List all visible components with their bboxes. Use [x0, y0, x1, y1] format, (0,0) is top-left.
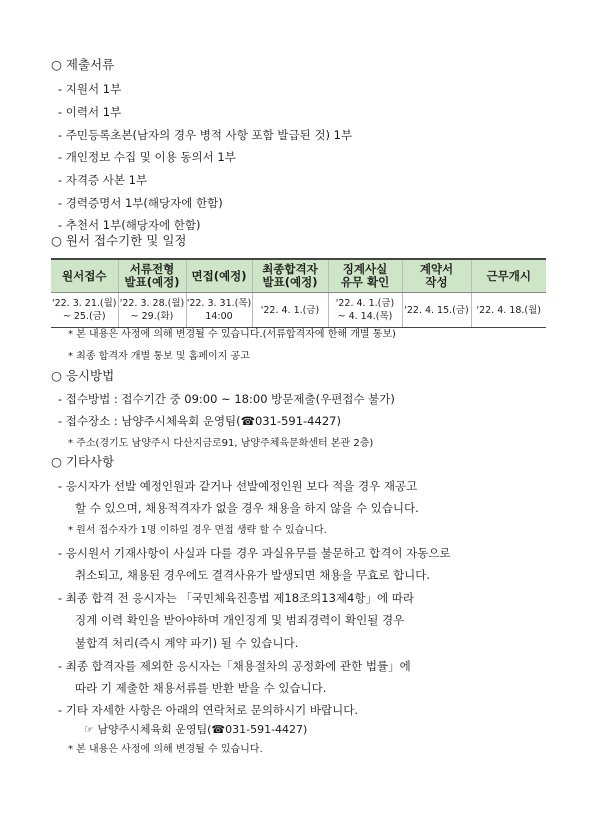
- paragraph-line: 취소되고, 채용된 경우에도 결격사유가 발생되면 채용을 무효로 합니다.: [75, 568, 431, 582]
- paragraph-line: - 최종 합격 전 응시자는 「국민체육진흥법 제18조의13제4항」에 따라: [58, 591, 414, 605]
- table-header-cell: 면접(예정): [186, 259, 252, 293]
- paragraph-line: - 응시자가 선발 예정인원과 같거나 선발예정인원 보다 적을 경우 재공고: [58, 479, 418, 493]
- table-header-cell: 최종합격자 발표(예정): [252, 259, 328, 293]
- table-header-row: [51, 259, 546, 293]
- schedule-note: * 본 내용은 사정에 의해 변경될 수 있습니다.(서류합격자에 한해 개별 통보): [68, 329, 396, 340]
- table-header-cell: 근무개시: [471, 259, 546, 293]
- paragraph-line: - 응시원서 기재사항이 사실과 다를 경우 과실유무를 불문하고 합격이 자동으로: [58, 546, 451, 560]
- paragraph-line: 따라 기 제출한 채용서류를 반환 받을 수 있습니다.: [75, 681, 327, 695]
- list-item: - 자격증 사본 1부: [58, 173, 148, 187]
- table-cell: '22. 4. 18.(월): [471, 293, 546, 328]
- table-header-cell: 징계사실 유무 확인: [328, 259, 402, 293]
- list-item: - 주민등록초본(남자의 경우 병적 사항 포함 발급된 것) 1부: [58, 128, 353, 142]
- table-header-cell: 계약서 작성: [402, 259, 471, 293]
- place-line: - 접수장소 : 남양주시체육회 운영팀(☎031-591-4427): [58, 414, 341, 428]
- schedule-note: * 최종 합격자 개별 통보 및 홈페이지 공고: [68, 351, 250, 362]
- final-note: * 본 내용은 사정에 의해 변경될 수 있습니다.: [68, 744, 263, 755]
- list-item: - 이력서 1부: [58, 105, 122, 119]
- list-item: - 개인정보 수집 및 이용 동의서 1부: [58, 150, 236, 164]
- section-title-schedule: ○ 원서 접수기한 및 일정: [51, 233, 187, 248]
- paragraph-note: * 원서 접수자가 1명 이하일 경우 면접 생략 할 수 있습니다.: [68, 525, 327, 536]
- method-line: - 접수방법 : 접수기간 중 09:00 ~ 18:00 방문제출(우편접수 불가): [58, 392, 395, 406]
- paragraph-line: 징계 이력 확인을 받아야하며 개인징계 및 범죄경력이 확인될 경우: [75, 613, 405, 627]
- table-cell: '22. 3. 21.(월) ~ 25.(금): [51, 293, 118, 328]
- section-title-application-method: ○ 응시방법: [51, 368, 115, 383]
- paragraph-line: 불합격 처리(즉시 계약 파기) 될 수 있습니다.: [75, 636, 299, 650]
- table-cell: '22. 3. 28.(월) ~ 29.(화): [118, 293, 186, 328]
- list-item: - 경력증명서 1부(해당자에 한함): [58, 196, 223, 210]
- table-header-cell: 서류전형 발표(예정): [118, 259, 186, 293]
- table-cell: '22. 4. 1.(금): [252, 293, 328, 328]
- section-title-documents: ○ 제출서류: [51, 57, 115, 72]
- table-header-cell: 원서접수: [51, 259, 118, 293]
- paragraph-line: - 최종 합격자를 제외한 응시자는「채용절차의 공정화에 관한 법률」에: [58, 659, 411, 673]
- contact-line: ☞ 남양주시체육회 운영팀(☎031-591-4427): [84, 723, 308, 736]
- table-cell: '22. 4. 15.(금): [402, 293, 471, 328]
- section-title-other-notes: ○ 기타사항: [51, 454, 115, 469]
- schedule-table: [51, 258, 546, 328]
- list-item: - 추천서 1부(해당자에 한함): [58, 218, 201, 232]
- table-cell: '22. 4. 1.(금) ~ 4. 14.(목): [328, 293, 402, 328]
- address-note: * 주소(경기도 남양주시 다산지금로91, 남양주체육문화센터 본관 2층): [68, 438, 374, 449]
- paragraph-line: - 기타 자세한 사항은 아래의 연락처로 문의하시기 바랍니다.: [58, 703, 359, 717]
- list-item: - 지원서 1부: [58, 82, 122, 96]
- table-row: [51, 293, 546, 328]
- table-cell: '22. 3. 31.(목) 14:00: [186, 293, 252, 328]
- paragraph-line: 할 수 있으며, 채용적격자가 없을 경우 채용을 하지 않을 수 있습니다.: [75, 501, 419, 515]
